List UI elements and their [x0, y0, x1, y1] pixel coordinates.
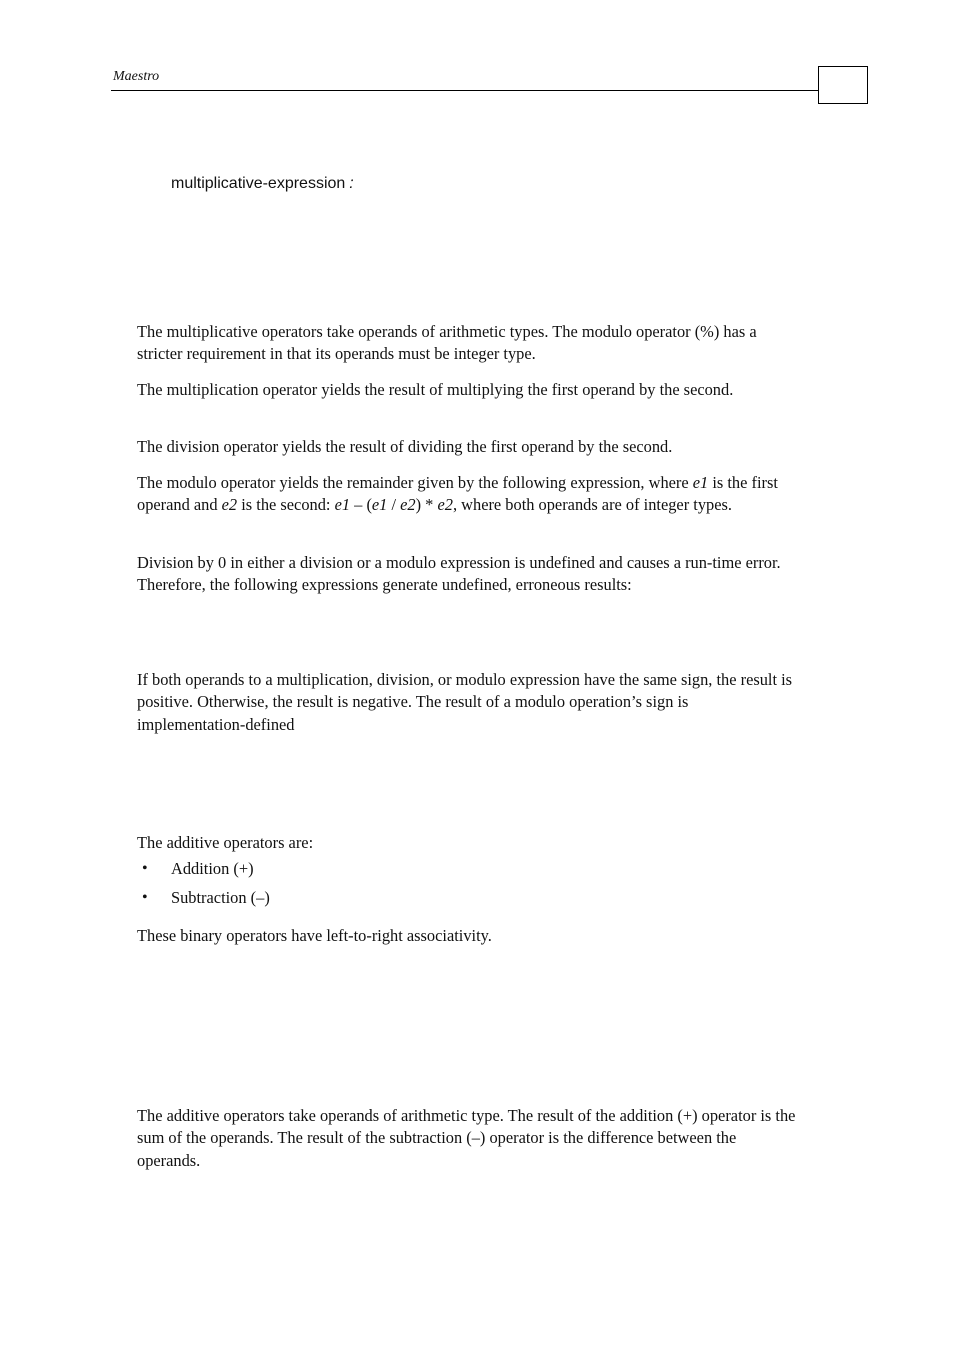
modulo-e1: e1: [692, 473, 709, 492]
paragraph-multiplicative-operands: The multiplicative operators take operands of arithmetic types. The modulo operator (%) has a stricter requirement in that its operands must be integer type.: [137, 322, 757, 364]
paragraph-additive-operands: The additive operators take operands of arithmetic type. The result of the addition (+) operator is the sum of the operands. The result of the subtraction (–) operator is the difference between the operands.: [137, 1106, 796, 1170]
grammar-term: multiplicative-expression: [171, 175, 346, 192]
additive-operators-list: [137, 858, 737, 916]
paragraph-modulo: [137, 472, 797, 517]
bullet-icon: •: [142, 889, 148, 906]
list-item-label: Subtraction (–): [171, 888, 270, 907]
paragraph-additive-intro: The additive operators are:: [137, 833, 314, 852]
page-number-box: [818, 66, 868, 104]
modulo-expr-e2: e2: [400, 495, 416, 515]
modulo-text: , where both operands are of integer types.: [452, 495, 732, 515]
modulo-text: ) *: [415, 495, 438, 515]
header-title: Maestro: [113, 69, 160, 84]
list-item: [137, 887, 737, 916]
paragraph-division: The division operator yields the result of dividing the first operand by the second.: [137, 437, 673, 456]
modulo-text: is the second:: [237, 495, 335, 515]
modulo-e2: e2: [221, 495, 238, 515]
paragraph-associativity: These binary operators have left-to-right associativity.: [137, 926, 492, 945]
grammar-colon: :: [349, 175, 354, 192]
grammar-rule: [171, 174, 354, 194]
bullet-icon: •: [142, 860, 148, 877]
paragraph-multiplication: The multiplication operator yields the result of multiplying the first operand by the second.: [137, 380, 734, 399]
list-item-label: Addition (+): [171, 859, 254, 878]
modulo-text: – (: [350, 495, 372, 515]
modulo-expr-e1: e1: [334, 495, 351, 515]
list-item: [137, 858, 737, 887]
modulo-expr-e2: e2: [437, 495, 453, 515]
paragraph-division-by-zero: Division by 0 in either a division or a modulo expression is undefined and causes a run-time error. Therefore, the following expressions generate undefined, erroneous results:: [137, 553, 781, 595]
modulo-expr-e1: e1: [371, 495, 388, 515]
modulo-text: /: [387, 495, 401, 515]
header-rule: [111, 90, 819, 91]
modulo-text: is the first operand and: [137, 473, 778, 515]
modulo-text: The modulo operator yields the remainder given by the following expression, where: [137, 473, 693, 492]
paragraph-sign-rules: If both operands to a multiplication, division, or modulo expression have the same sign, the result is positive. Otherwise, the result is negative. The result of a modulo operation’s sign is implementation-defined: [137, 670, 793, 734]
